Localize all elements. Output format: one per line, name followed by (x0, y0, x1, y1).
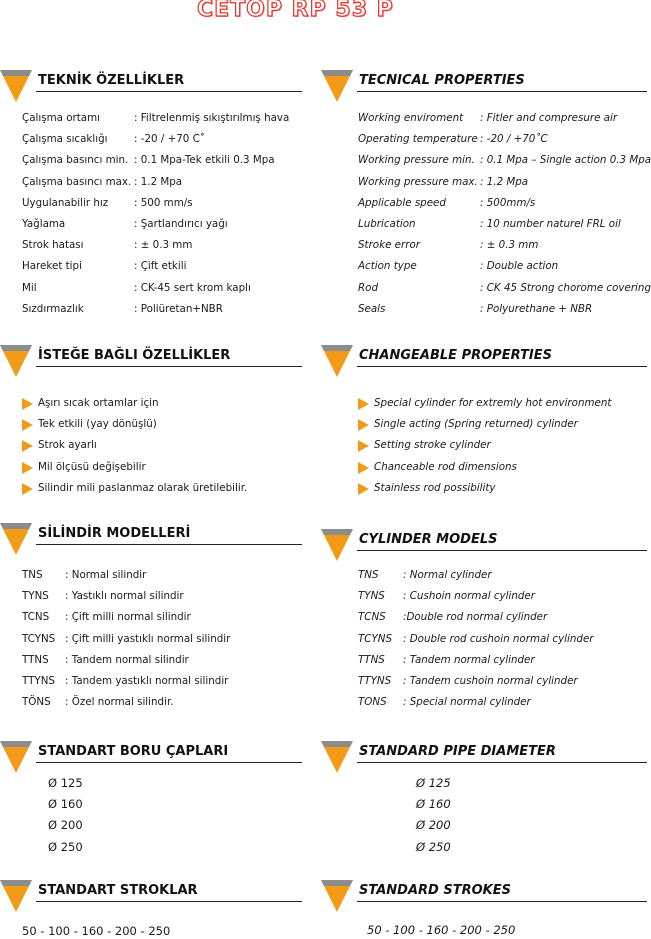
triangle-marker-icon (0, 70, 32, 102)
list-item-text: Chanceable rod dimensions (374, 460, 517, 473)
model-code: TTNS (22, 653, 49, 666)
tr-diameter-title: STANDART BORU ÇAPLARI (38, 744, 229, 759)
list-item-text: Silindir mili paslanmaz olarak üretilebilir. (38, 481, 248, 494)
arrow-bullet-icon (358, 462, 369, 474)
en-models-title: CYLINDER MODELS (359, 532, 498, 547)
en-options-title: CHANGEABLE PROPERTIES (359, 348, 552, 363)
en-specs-section (321, 70, 651, 315)
section-rule (36, 901, 302, 902)
model-code: TCYNS (22, 632, 56, 645)
section-rule (357, 366, 647, 367)
spec-key: Çalışma ortamı (22, 112, 100, 124)
triangle-marker-icon (321, 741, 353, 773)
model-desc: : Özel normal silindir. (65, 696, 174, 709)
spec-value: : 1.2 Mpa (134, 175, 183, 188)
arrow-bullet-icon (22, 483, 33, 495)
spec-value: : Polyurethane + NBR (480, 302, 593, 315)
model-desc: : Special normal cylinder (403, 696, 531, 709)
section-rule (357, 762, 647, 763)
spec-value: : 1.2 Mpa (480, 175, 529, 188)
tr-strokes-title: STANDART STROKLAR (38, 883, 198, 898)
english-column (321, 0, 651, 937)
tr-strokes-section (0, 880, 330, 938)
section-rule (357, 901, 647, 902)
section-rule (36, 544, 302, 545)
spec-key: Strok hatası (22, 239, 84, 252)
diameter-item: Ø 160 (48, 797, 83, 812)
spec-value: : 500 mm/s (134, 196, 193, 209)
arrow-bullet-icon (358, 398, 369, 410)
triangle-marker-icon (0, 741, 32, 773)
diameter-item: Ø 125 (416, 776, 451, 790)
model-desc: : Tandem yastıklı normal silindir (65, 674, 229, 687)
tr-diameter-header (0, 741, 330, 771)
en-specs-header (321, 70, 651, 100)
spec-key: Action type (358, 260, 417, 273)
model-code: TONS (358, 696, 387, 709)
tr-options-header (0, 345, 330, 375)
triangle-marker-icon (321, 70, 353, 102)
model-code: TTYNS (358, 674, 392, 687)
spec-key: Working pressure max. (358, 175, 478, 188)
tr-specs-section (0, 70, 330, 315)
spec-value: : -20 / +70˚C (480, 133, 548, 146)
spec-value: : ± 0.3 mm (480, 239, 539, 252)
model-desc: :Double rod normal cylinder (403, 611, 548, 624)
spec-key: Applicable speed (358, 196, 446, 209)
model-desc: : Çift milli yastıklı normal silindir (65, 632, 231, 645)
section-rule (357, 91, 647, 92)
spec-key: Uygulanabilir hız (22, 196, 109, 209)
tr-specs-title: TEKNİK ÖZELLİKLER (38, 73, 185, 88)
list-item-text: Aşırı sıcak ortamlar için (38, 397, 159, 409)
spec-key: Working enviroment (358, 112, 464, 124)
en-strokes-title: STANDARD STROKES (359, 883, 511, 898)
model-code: TÖNS (22, 696, 51, 709)
model-desc: : Tandem cushoin normal cylinder (403, 674, 578, 687)
tr-models-header (0, 523, 330, 553)
en-specs-title: TECNICAL PROPERTIES (359, 73, 525, 88)
model-code: TCNS (22, 611, 50, 624)
diameter-item: Ø 160 (416, 797, 451, 812)
triangle-marker-icon (321, 880, 353, 912)
tr-diameter-section (0, 741, 330, 854)
spec-key: Lubrication (358, 217, 416, 230)
en-strokes-section (321, 880, 651, 937)
spec-key: Working pressure min. (358, 154, 475, 167)
arrow-bullet-icon (22, 462, 33, 474)
en-models-header (321, 529, 651, 559)
section-rule (357, 550, 647, 551)
tr-models-title: SİLİNDİR MODELLERİ (38, 526, 191, 541)
spec-key: Rod (358, 281, 378, 294)
tr-specs-header (0, 70, 330, 100)
spec-key: Stroke error (358, 239, 421, 252)
tr-strokes-header (0, 880, 330, 910)
en-models-section (321, 529, 651, 709)
en-options-section (321, 345, 651, 494)
list-item-text: Tek etkili (yay dönüşlü) (38, 418, 157, 431)
spec-key: Çalışma basıncı max. (22, 175, 132, 188)
list-item-text: Strok ayarlı (38, 439, 97, 452)
spec-value: : 0.1 Mpa – Single action 0.3 Mpa (480, 154, 651, 167)
en-diameter-header (321, 741, 651, 771)
list-item-text: Setting stroke cylinder (374, 439, 491, 452)
diameter-item: Ø 200 (48, 818, 83, 833)
list-item-text: Stainless rod possibility (374, 481, 496, 494)
arrow-bullet-icon (22, 398, 33, 410)
model-desc: : Tandem normal silindir (65, 653, 189, 666)
model-code: TCYNS (358, 632, 393, 645)
model-desc: : Normal silindir (65, 569, 147, 581)
model-desc: : Cushoin normal cylinder (403, 590, 535, 603)
tr-options-section (0, 345, 330, 494)
spec-value: : CK-45 sert krom kaplı (134, 281, 251, 294)
triangle-marker-icon (321, 345, 353, 377)
spec-key: Operating temperature (358, 133, 478, 146)
spec-value: : Poliüretan+NBR (134, 302, 223, 315)
list-item-text: Special cylinder for extremly hot environment (374, 397, 612, 409)
list-item-text: Single acting (Spring returned) cylinder (374, 418, 578, 431)
model-code: TNS (358, 569, 379, 581)
arrow-bullet-icon (358, 419, 369, 431)
spec-key: Yağlama (22, 217, 66, 230)
spec-key: Çalışma sıcaklığı (22, 133, 108, 146)
en-options-header (321, 345, 651, 375)
strokes-text: 50 - 100 - 160 - 200 - 250 (367, 923, 516, 937)
diameter-item: Ø 125 (48, 776, 83, 790)
section-rule (36, 366, 302, 367)
model-code: TTYNS (22, 674, 55, 687)
spec-key: Hareket tipi (22, 260, 82, 273)
spec-key: Seals (358, 302, 386, 315)
arrow-bullet-icon (22, 440, 33, 452)
section-rule (36, 762, 302, 763)
model-code: TYNS (22, 590, 49, 603)
en-diameter-title: STANDARD PIPE DIAMETER (359, 744, 556, 759)
tr-diameter-list (48, 773, 83, 858)
triangle-marker-icon (0, 880, 32, 912)
spec-value: : Double action (480, 260, 559, 273)
spec-value: : Çift etkili (134, 260, 187, 273)
tr-models-section (0, 523, 330, 709)
triangle-marker-icon (0, 345, 32, 377)
spec-value: : Fitler and compresure air (480, 112, 618, 124)
arrow-bullet-icon (22, 419, 33, 431)
list-item-text: Mil ölçüsü değişebilir (38, 460, 146, 473)
arrow-bullet-icon (358, 440, 369, 452)
spec-value: : 10 number naturel FRL oil (480, 217, 621, 230)
spec-value: : -20 / +70 C˚ (134, 133, 205, 146)
spec-key: Çalışma basıncı min. (22, 154, 129, 167)
spec-key: Mil (22, 281, 37, 294)
spec-value: : CK 45 Strong chorome covering (480, 281, 651, 294)
diameter-item: Ø 250 (416, 839, 451, 854)
spec-value: : ± 0.3 mm (134, 239, 193, 252)
spec-value: : Şartlandırıcı yağı (134, 217, 228, 230)
triangle-marker-icon (0, 523, 32, 555)
en-strokes-header (321, 880, 651, 910)
section-rule (36, 91, 302, 92)
arrow-bullet-icon (358, 483, 369, 495)
model-desc: : Yastıklı normal silindir (65, 590, 184, 603)
triangle-marker-icon (321, 529, 353, 561)
spec-value: : 0.1 Mpa-Tek etkili 0.3 Mpa (134, 154, 275, 167)
tr-options-title: İSTEĞE BAĞLI ÖZELLİKLER (38, 348, 231, 363)
page-title: CETOP RP 53 P (197, 0, 394, 22)
diameter-item: Ø 250 (48, 839, 83, 854)
model-desc: : Normal cylinder (403, 569, 492, 581)
model-desc: : Tandem normal cylinder (403, 653, 535, 666)
en-diameter-section (321, 741, 651, 854)
spec-key: Sızdırmazlık (22, 302, 84, 315)
model-code: TYNS (358, 590, 385, 603)
model-code: TTNS (358, 653, 385, 666)
model-desc: : Double rod cushoin normal cylinder (403, 632, 594, 645)
diameter-item: Ø 200 (416, 818, 451, 833)
model-code: TCNS (358, 611, 386, 624)
model-code: TNS (22, 569, 43, 581)
model-desc: : Çift milli normal silindir (65, 611, 191, 624)
spec-value: : Filtrelenmiş sıkıştırılmış hava (134, 112, 290, 124)
strokes-text: 50 - 100 - 160 - 200 - 250 (22, 924, 171, 938)
en-diameter-list (416, 773, 451, 858)
tr-strokes-values (22, 920, 170, 939)
en-strokes-values (367, 919, 515, 938)
spec-value: : 500mm/s (480, 196, 536, 209)
